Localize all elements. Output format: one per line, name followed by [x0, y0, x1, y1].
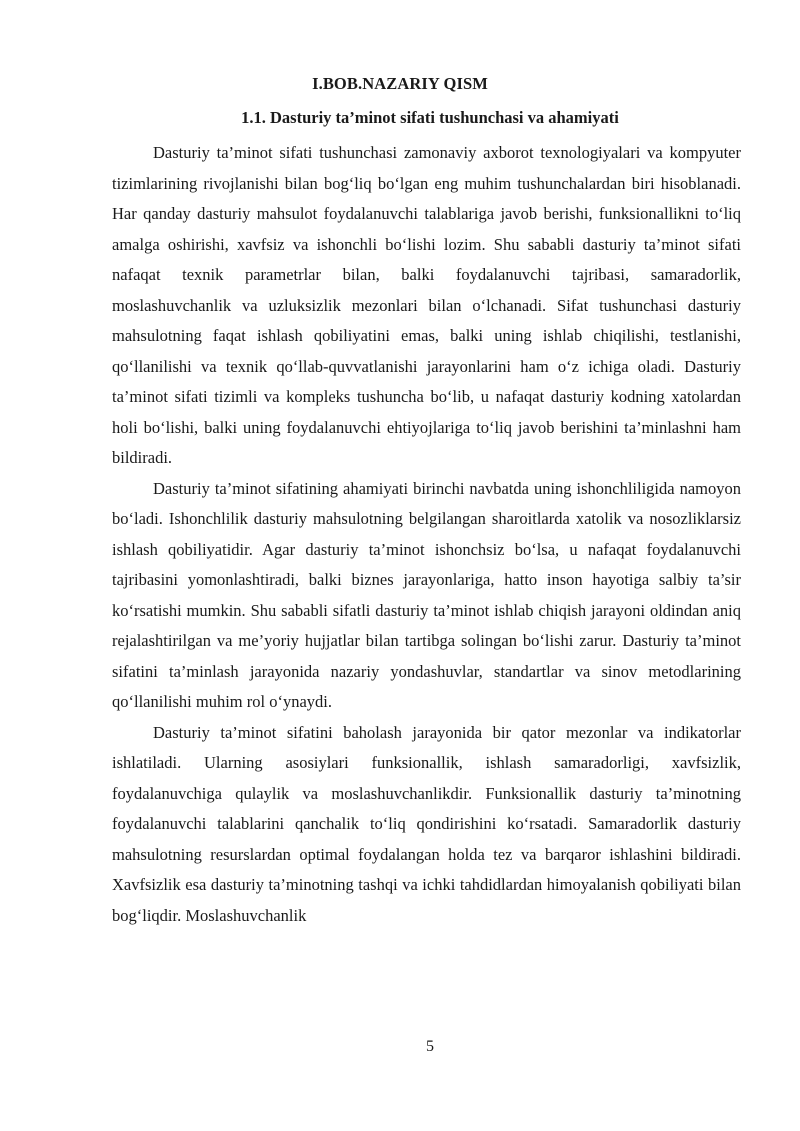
chapter-title: I.BOB.NAZARIY QISM [312, 74, 488, 93]
paragraph: Dasturiy ta’minot sifati tushunchasi zamonaviy axborot texnologiyalari va kompyuter tizimlarining rivojlanishi bilan bog‘liq bo‘lgan eng muhim tushunchalardan biri hisoblanadi. Har qanday dasturiy mahsulot foydalanuvchi talablariga javob berishi, funksionallikni to‘liq amalga oshirishi, xavfsiz va ishonchli bo‘lishi lozim. Shu sababli dasturiy ta’minot sifati nafaqat texnik parametrlar bilan, balki foydalanuvchi tajribasi, samaradorlik, moslashuvchanlik va uzluksizlik mezonlari bilan o‘lchanadi. Sifat tushunchasi dasturiy mahsulotning faqat ishlash qobiliyatini emas, balki uning ishlab chiqilishi, testlanishi, qo‘llanilishi va texnik qo‘llab-quvvatlanishi jarayonlarini ham o‘z ichiga oladi. Dasturiy ta’minot sifati tizimli va kompleks tushuncha bo‘lib, u nafaqat dasturiy kodning xatolardan holi bo‘lishi, balki uning foydalanuvchi ehtiyojlariga to‘liq javob berishini ta’minlashni ham bildiradi. [112, 143, 741, 467]
paragraph: Dasturiy ta’minot sifatining ahamiyati birinchi navbatda uning ishonchliligida namoyon bo‘ladi. Ishonchlilik dasturiy mahsulotning belgilangan sharoitlarda xatolik va nosozliklarsiz ishlash qobiliyatidir. Agar dasturiy ta’minot ishonchsiz bo‘lsa, u nafaqat foydalanuvchi tajribasini yomonlashtiradi, balki biznes jarayonlariga, hatto inson hayotiga salbiy ta’sir ko‘rsatishi mumkin. Shu sababli sifatli dasturiy ta’minot ishlab chiqish jarayoni oldindan aniq rejalashtirilgan va me’yoriy hujjatlar bilan tartibga solingan bo‘lishi zarur. Dasturiy ta’minot sifatini ta’minlash jarayonida nazariy yondashuvlar, standartlar va sinov metodlarining qo‘llanilishi muhim rol o‘ynaydi. [112, 478, 741, 711]
section-title: 1.1. Dasturiy ta’minot sifati tushunchasi va ahamiyati [241, 108, 619, 127]
page-number: 5 [426, 1038, 434, 1055]
paragraph: Dasturiy ta’minot sifatini baholash jarayonida bir qator mezonlar va indikatorlar ishlatiladi. Ularning asosiylari funksionallik, ishlash samaradorligi, xavfsizlik, foydalanuvchiga qulaylik va moslashuvchanlikdir. Funksionallik dasturiy ta’minotning foydalanuvchi talablarini qanchalik to‘liq qondirishini ko‘rsatadi. Samaradorlik dasturiy mahsulotning resurslardan optimal foydalangan holda tez va barqaror ishlashini bildiradi. Xavfsizlik esa dasturiy ta’minotning tashqi va ichki tahdidlardan himoyalanish qobiliyati bilan bog‘liqdir. Moslashuvchanlik [112, 722, 741, 925]
body-text [112, 138, 741, 931]
